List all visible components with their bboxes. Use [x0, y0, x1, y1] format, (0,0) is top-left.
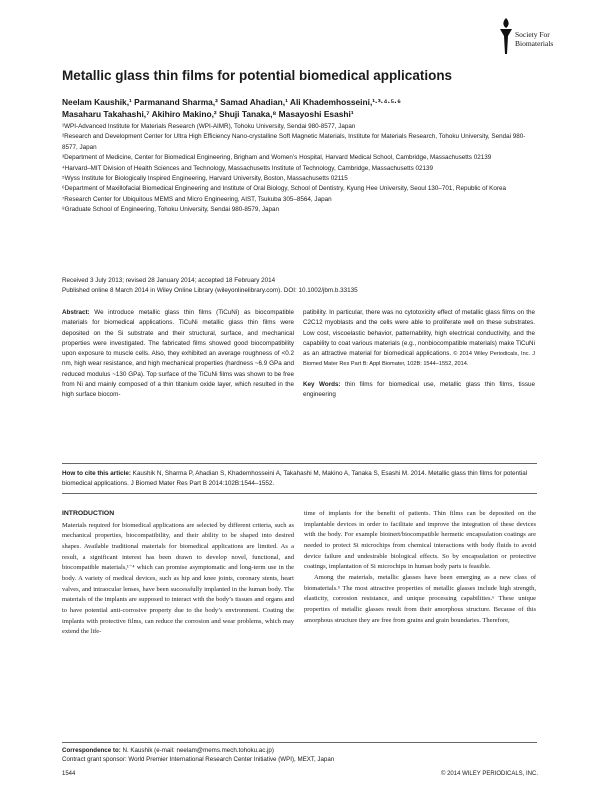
keywords	[303, 380, 535, 401]
divider	[62, 742, 537, 743]
divider	[62, 493, 537, 494]
copyright: © 2014 WILEY PERIODICALS, INC.	[440, 771, 538, 777]
section-heading: INTRODUCTION	[62, 510, 115, 517]
paragraph: time of implants for the benefit of patients. Thin films can be deposited on the implantable devices in order to facilitate and improve the integration of these devices with the body. For example bioinert/biocompatible hermetic encapsulation coatings are needed to protect Si microchips from chemical interactions with body fluids to avoid device failure and undesirable biological effects. So by encapsulation or protective coatings, implantation of Si microchips in human body parts is feasible.	[304, 510, 536, 571]
how-to-cite-text: Kaushik N, Sharma P, Ahadian S, Khademhosseini A, Takahashi M, Makino A, Tanaka S, Esashi M. 2014. Metallic glass thin films for potential biomedical applications. J Biomed Mater Res Part B 2014:102B:1544–1552.	[62, 470, 528, 488]
logo-text: Society For Biomaterials	[515, 30, 554, 48]
abstract-right-column	[303, 308, 535, 400]
article-title: Metallic glass thin films for potential biomedical applications	[62, 68, 453, 83]
page-number: 1544	[62, 771, 76, 777]
body-right-column	[304, 509, 536, 626]
affiliation: ⁵Wyss Institute for Biologically Inspired Engineering, Harvard University, Boston, Massachusetts 02115	[62, 175, 348, 183]
divider	[62, 463, 537, 464]
keywords-label: Key Words:	[303, 380, 341, 388]
correspondence	[62, 746, 537, 764]
abstract-left-column	[62, 308, 294, 401]
body-left-column	[62, 509, 294, 638]
keywords-text: thin films for biomedical use, metallic glass thin films, tissue engineering	[303, 380, 536, 399]
abstract-text: We introduce metallic glass thin films (TiCuNi) as biocompatible materials for biomedical applications. TiCuNi metallic glass thin films were deposited on the Si substrate and their structural, surface, and mechanical properties were investigated. The fabricated films showed good biocompatibility upon exposure to muscle cells. Also, they exhibited an average roughness of <0.2 nm, high wear resistance, and high mechanical properties (hardness ~6.9 GPa and reduced modulus ~130 GPa). Top surface of the TiCuNi films was shown to be free from Ni and mainly composed of a thin titanium oxide layer, which resulted in the high surface biocom-	[62, 309, 294, 399]
how-to-cite	[62, 469, 537, 490]
affiliation: ⁴Harvard–MIT Division of Health Sciences and Technology, Massachusetts Institute of Technology, Cambridge, Massachusetts 02139	[62, 164, 434, 172]
affiliation: ⁷Research Center for Ubiquitous MEMS and Micro Engineering, AIST, Tsukuba 305–8564, Japan	[62, 195, 332, 203]
published-info: Published online 8 March 2014 in Wiley Online Library (wileyonlinelibrary.com). DOI: 10.1002/jbm.b.33135	[62, 287, 358, 295]
affiliation-list	[62, 122, 532, 216]
paragraph: Materials required for biomedical applications are selected by different criteria, such as mechanical properties, biocompatibility, and their ability to be shaped into desired shapes. Available traditional materials for biomedical applications are limited. As a result, a significant interest has been drawn to develop novel, functional, and biocompatible materials,¹⁻⁴ which can promise asymptomatic and long-term use in the body. A variety of medical devices, such as hip and knee joints, coronary stents, heart valves, and intraocular lenses, have been successfully implanted in the human body. The materials of the implants are supposed to interact with the body’s tissues and organs and to have potential anti-corrosive property due to the body’s environment. Coating the implants with protective films, can reduce the corrosion and wear problems, which may extend the life-	[62, 521, 294, 636]
paragraph: Among the materials, metallic glasses have been emerging as a new class of biomaterials.⁵ The most attractive properties of metallic glasses include high strength, elasticity, corrosion resistance, and unique processing capabilities.⁶ These unique properties of metallic glasses result from their amorphous structure. Because of this amorphous structure they are free from grains and grain boundaries. Therefore,	[304, 573, 536, 624]
correspondence-text: N. Kaushik (e-mail: neelam@mems.mech.tohoku.ac.jp)	[120, 747, 274, 754]
affiliation: ⁶Department of Maxillofacial Biomedical Engineering and Institute of Oral Biology, School of Dentistry, Kyung Hee University, Seoul 130–701, Republic of Korea	[62, 185, 506, 193]
received-dates: Received 3 July 2013; revised 28 January 2014; accepted 18 February 2014	[62, 277, 276, 284]
abstract-text-continued: patibility. In particular, there was no cytotoxicity effect of metallic glass films on the C2C12 myoblasts and the cells were able to proliferate well on these substrates. Low cost, viscoelastic behavior, patternability, high electrical conductivity, and the capability to coat various materials (e.g., nonbiocompatible materials) make TiCuNi as an attractive material for biomedical applications.	[303, 309, 535, 358]
abstract-label: Abstract:	[62, 309, 90, 316]
society-logo	[495, 14, 585, 58]
how-to-cite-label: How to cite this article:	[62, 470, 131, 477]
publication-dates	[62, 276, 532, 297]
affiliation: ³Department of Medicine, Center for Biomedical Engineering, Brigham and Women’s Hospital, Harvard Medical School, Cambridge, Massachusetts 02139	[62, 154, 492, 162]
affiliation: ²Research and Development Center for Ultra High Efficiency Nano-crystalline Soft Magnetic Materials, Institute for Materials Research, Tohoku University, Sendai 980-8577, Japan	[62, 133, 526, 151]
affiliation: ¹WPI-Advanced Institute for Materials Research (WPI-AIMR), Tohoku University, Sendai 980-8577, Japan	[62, 123, 356, 130]
grant-sponsor: Contract grant sponsor: World Premier International Research Center Initiative (WPI), MEXT, Japan	[62, 756, 335, 763]
correspondence-label: Correspondence to:	[62, 747, 121, 754]
abstract-citation: © 2014 Wiley Periodicals, Inc. J Biomed Mater Res Part B: Appl Biomater, 102B: 1544–1552, 2014.	[303, 351, 535, 368]
author-line: Neelam Kaushik,¹ Parmanand Sharma,² Samad Ahadian,¹ Ali Khademhosseini,¹·³·⁴·⁵·⁶	[62, 97, 401, 107]
author-line: Masaharu Takahashi,⁷ Akihiro Makino,² Shuji Tanaka,⁸ Masayoshi Esashi¹	[62, 109, 354, 119]
author-list	[62, 96, 532, 120]
affiliation: ⁸Graduate School of Engineering, Tohoku University, Sendai 980-8579, Japan	[62, 206, 280, 214]
torch-icon	[495, 16, 517, 56]
